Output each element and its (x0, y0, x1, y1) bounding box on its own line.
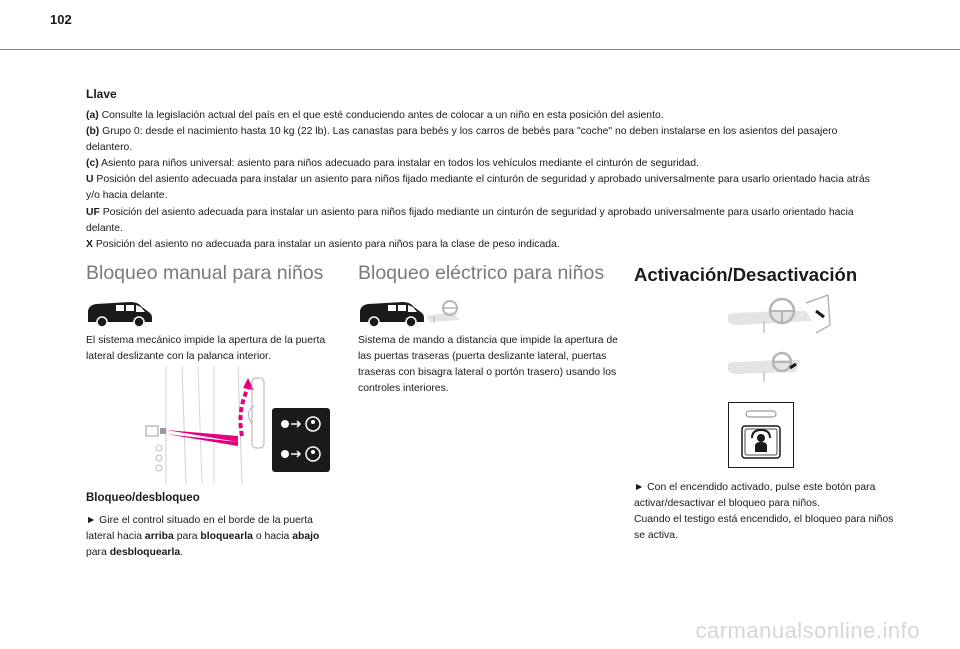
lock-unlock-step: ► Gire el control situado en el borde de la puerta lateral hacia arriba para bloquearla o hacia abajo para desbloquearla. (86, 515, 320, 558)
steering-wheel-icon (728, 293, 832, 337)
legend-entry-c: (c) Asiento para niños universal: asiento para niños adecuado para instalar en todos los vehículos mediante el cinturón de seguridad. (86, 158, 699, 170)
steering-wheel-icon (728, 350, 802, 384)
activation-title: Activación/Desactivación (634, 264, 858, 285)
page-number: 102 (50, 12, 72, 27)
legend-entry-x: X Posición del asiento no adecuada para instalar un asiento para niños para la clase de peso indicada. (86, 238, 560, 250)
lock-unlock-subtitle: Bloqueo/desbloqueo (86, 492, 200, 504)
electric-child-lock-title: Bloqueo eléctrico para niños (358, 262, 605, 284)
manual-child-lock-description: El sistema mecánico impide la apertura de la puerta lateral deslizante con la palanca interior. (86, 335, 326, 362)
legend-entry-uf: UF Posición del asiento adecuada para instalar un asiento para niños fijado mediante un cinturón de seguridad y aprobado universalmente para usarlo orientado hacia delante. (86, 206, 854, 234)
footer-watermark: carmanualsonline.info (695, 618, 920, 643)
legend-entry-b: (b) Grupo 0: desde el nacimiento hasta 10 kg (22 lb). Las canastas para bebés y los carros de bebés para "coche" no deben instalarse en los asientos del pasajero delantero. (86, 126, 838, 154)
van-icon (86, 300, 154, 328)
door-lever-illustration (142, 366, 334, 484)
activation-instructions: ► Con el encendido activado, pulse este botón para activar/desactivar el bloqueo para niños. Cuando el testigo está encendido, el bloqueo para niños se activa. (634, 482, 894, 541)
manual-child-lock-title: Bloqueo manual para niños (86, 262, 324, 284)
electric-child-lock-description: Sistema de mando a distancia que impide la apertura de las puertas traseras (puerta deslizante lateral, puertas traseras con bisagra lateral o portón trasero) usando los controles interiores. (358, 335, 618, 394)
legend-entry-a: (a) Consulte la legislación actual del país en el que esté conduciendo antes de colocar a un niño en esta posición del asiento. (86, 110, 664, 121)
steering-wheel-icon (426, 298, 464, 326)
child-lock-button-icon (728, 402, 794, 468)
van-icon (358, 300, 426, 328)
key-title: Llave (86, 87, 117, 101)
legend-entry-u: U Posición del asiento adecuada para instalar un asiento para niños fijado mediante el cinturón de seguridad y aprobado universalmente para usarlo orientado hacia atrás y/o hacia delante. (86, 174, 870, 202)
header-divider (0, 49, 960, 50)
key-legend (86, 108, 886, 253)
